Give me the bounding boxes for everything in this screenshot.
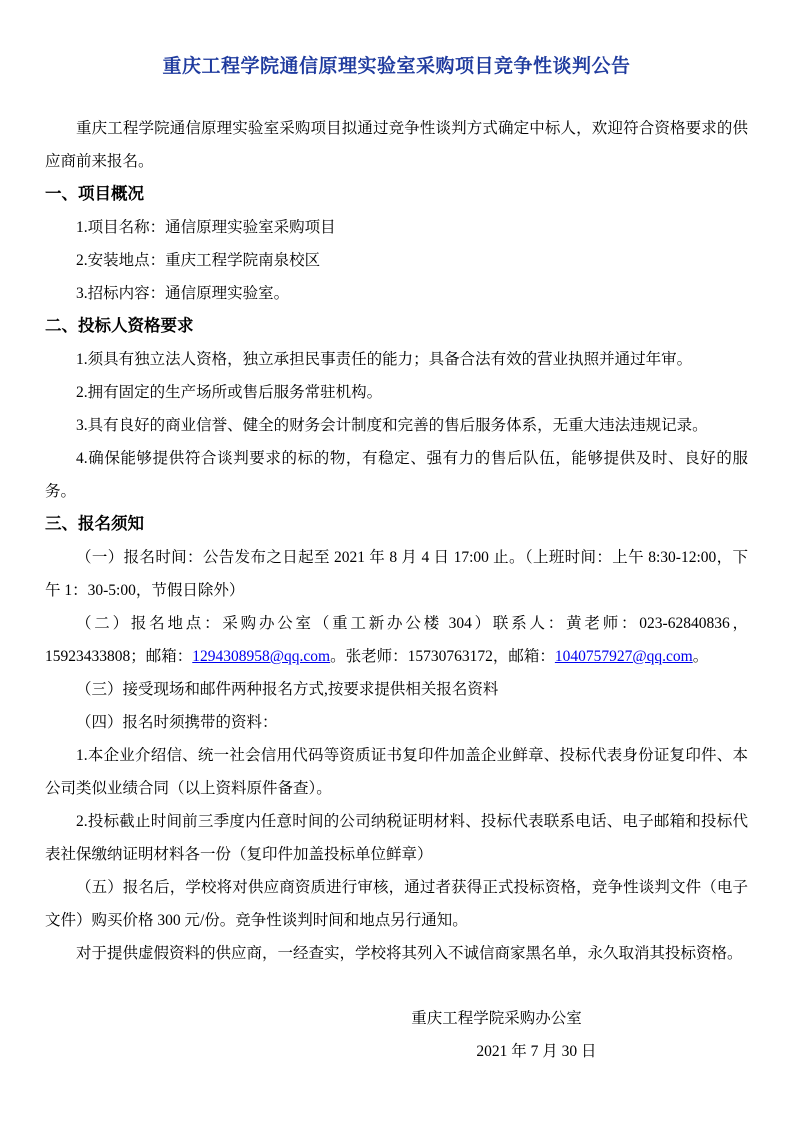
- section2-item-4: 4.确保能够提供符合谈判要求的标的物，有稳定、强有力的售后队伍，能够提供及时、良好的服务。: [45, 450, 748, 500]
- section1-item-install-location: 2.安装地点：重庆工程学院南泉校区: [76, 252, 321, 269]
- section1-heading: 一、项目概况: [45, 185, 144, 203]
- section1-item-project-name: 1.项目名称：通信原理实验室采购项目: [76, 219, 336, 236]
- registration-location-end: 。: [692, 648, 709, 665]
- intro-paragraph: 重庆工程学院通信原理实验室采购项目拟通过竞争性谈判方式确定中标人，欢迎符合资格要求的供应商前来报名。: [45, 120, 748, 170]
- section2-item-1: 1.须具有独立法人资格，独立承担民事责任的能力；具备合法有效的营业执照并通过年审。: [76, 351, 693, 368]
- registration-location-text: （二）报名地点：采购办公室（重工新办公楼 304）联系人：黄老师：023-62840836，15923433808；邮箱：: [45, 615, 748, 665]
- section3-registration-location: [45, 607, 748, 673]
- section2-item-2: 2.拥有固定的生产场所或售后服务常驻机构。: [76, 384, 383, 401]
- section2-heading: 二、投标人资格要求: [45, 317, 194, 335]
- section3-required-materials-heading: （四）报名时须携带的资料：: [76, 714, 278, 731]
- section2-item-3: 3.具有良好的商业信誉、健全的财务会计制度和完善的售后服务体系，无重大违法违规记录。: [76, 417, 708, 434]
- signature-block: [45, 1002, 748, 1068]
- section3-materials-item-1: 1.本企业介绍信、统一社会信用代码等资质证书复印件加盖企业鲜章、投标代表身份证复印件、本公司类似业绩合同（以上资料原件备查）。: [45, 747, 748, 797]
- document-title: 重庆工程学院通信原理实验室采购项目竞争性谈判公告: [162, 56, 631, 77]
- email-link-zhang[interactable]: 1040757927@qq.com: [554, 648, 693, 665]
- section1-item-tender-content: 3.招标内容：通信原理实验室。: [76, 285, 290, 302]
- section3-materials-item-2: 2.投标截止时间前三季度内任意时间的公司纳税证明材料、投标代表联系电话、电子邮箱和投标代表社保缴纳证明材料各一份（复印件加盖投标单位鲜章）: [45, 813, 748, 863]
- registration-contact-text: 。张老师：15730763172，邮箱：: [330, 648, 555, 665]
- signature-date: 2021 年 7 月 30 日: [476, 1043, 597, 1060]
- email-link-huang[interactable]: 1294308958@qq.com: [192, 648, 331, 665]
- section3-registration-methods: （三）接受现场和邮件两种报名方式,按要求提供相关报名资料: [76, 681, 499, 698]
- section3-heading: 三、报名须知: [45, 515, 144, 533]
- section3-false-materials-warning: 对于提供虚假资料的供应商，一经查实，学校将其列入不诚信商家黑名单，永久取消其投标资格。: [76, 945, 743, 962]
- section3-qualification-review: （五）报名后，学校将对供应商资质进行审核，通过者获得正式投标资格，竞争性谈判文件（电子文件）购买价格 300 元/份。竞争性谈判时间和地点另行通知。: [45, 879, 748, 929]
- signature-office: 重庆工程学院采购办公室: [411, 1010, 582, 1027]
- section3-registration-time: （一）报名时间：公告发布之日起至 2021 年 8 月 4 日 17:00 止。（上班时间：上午 8:30-12:00，下午 1：30-5:00，节假日除外）: [45, 549, 748, 599]
